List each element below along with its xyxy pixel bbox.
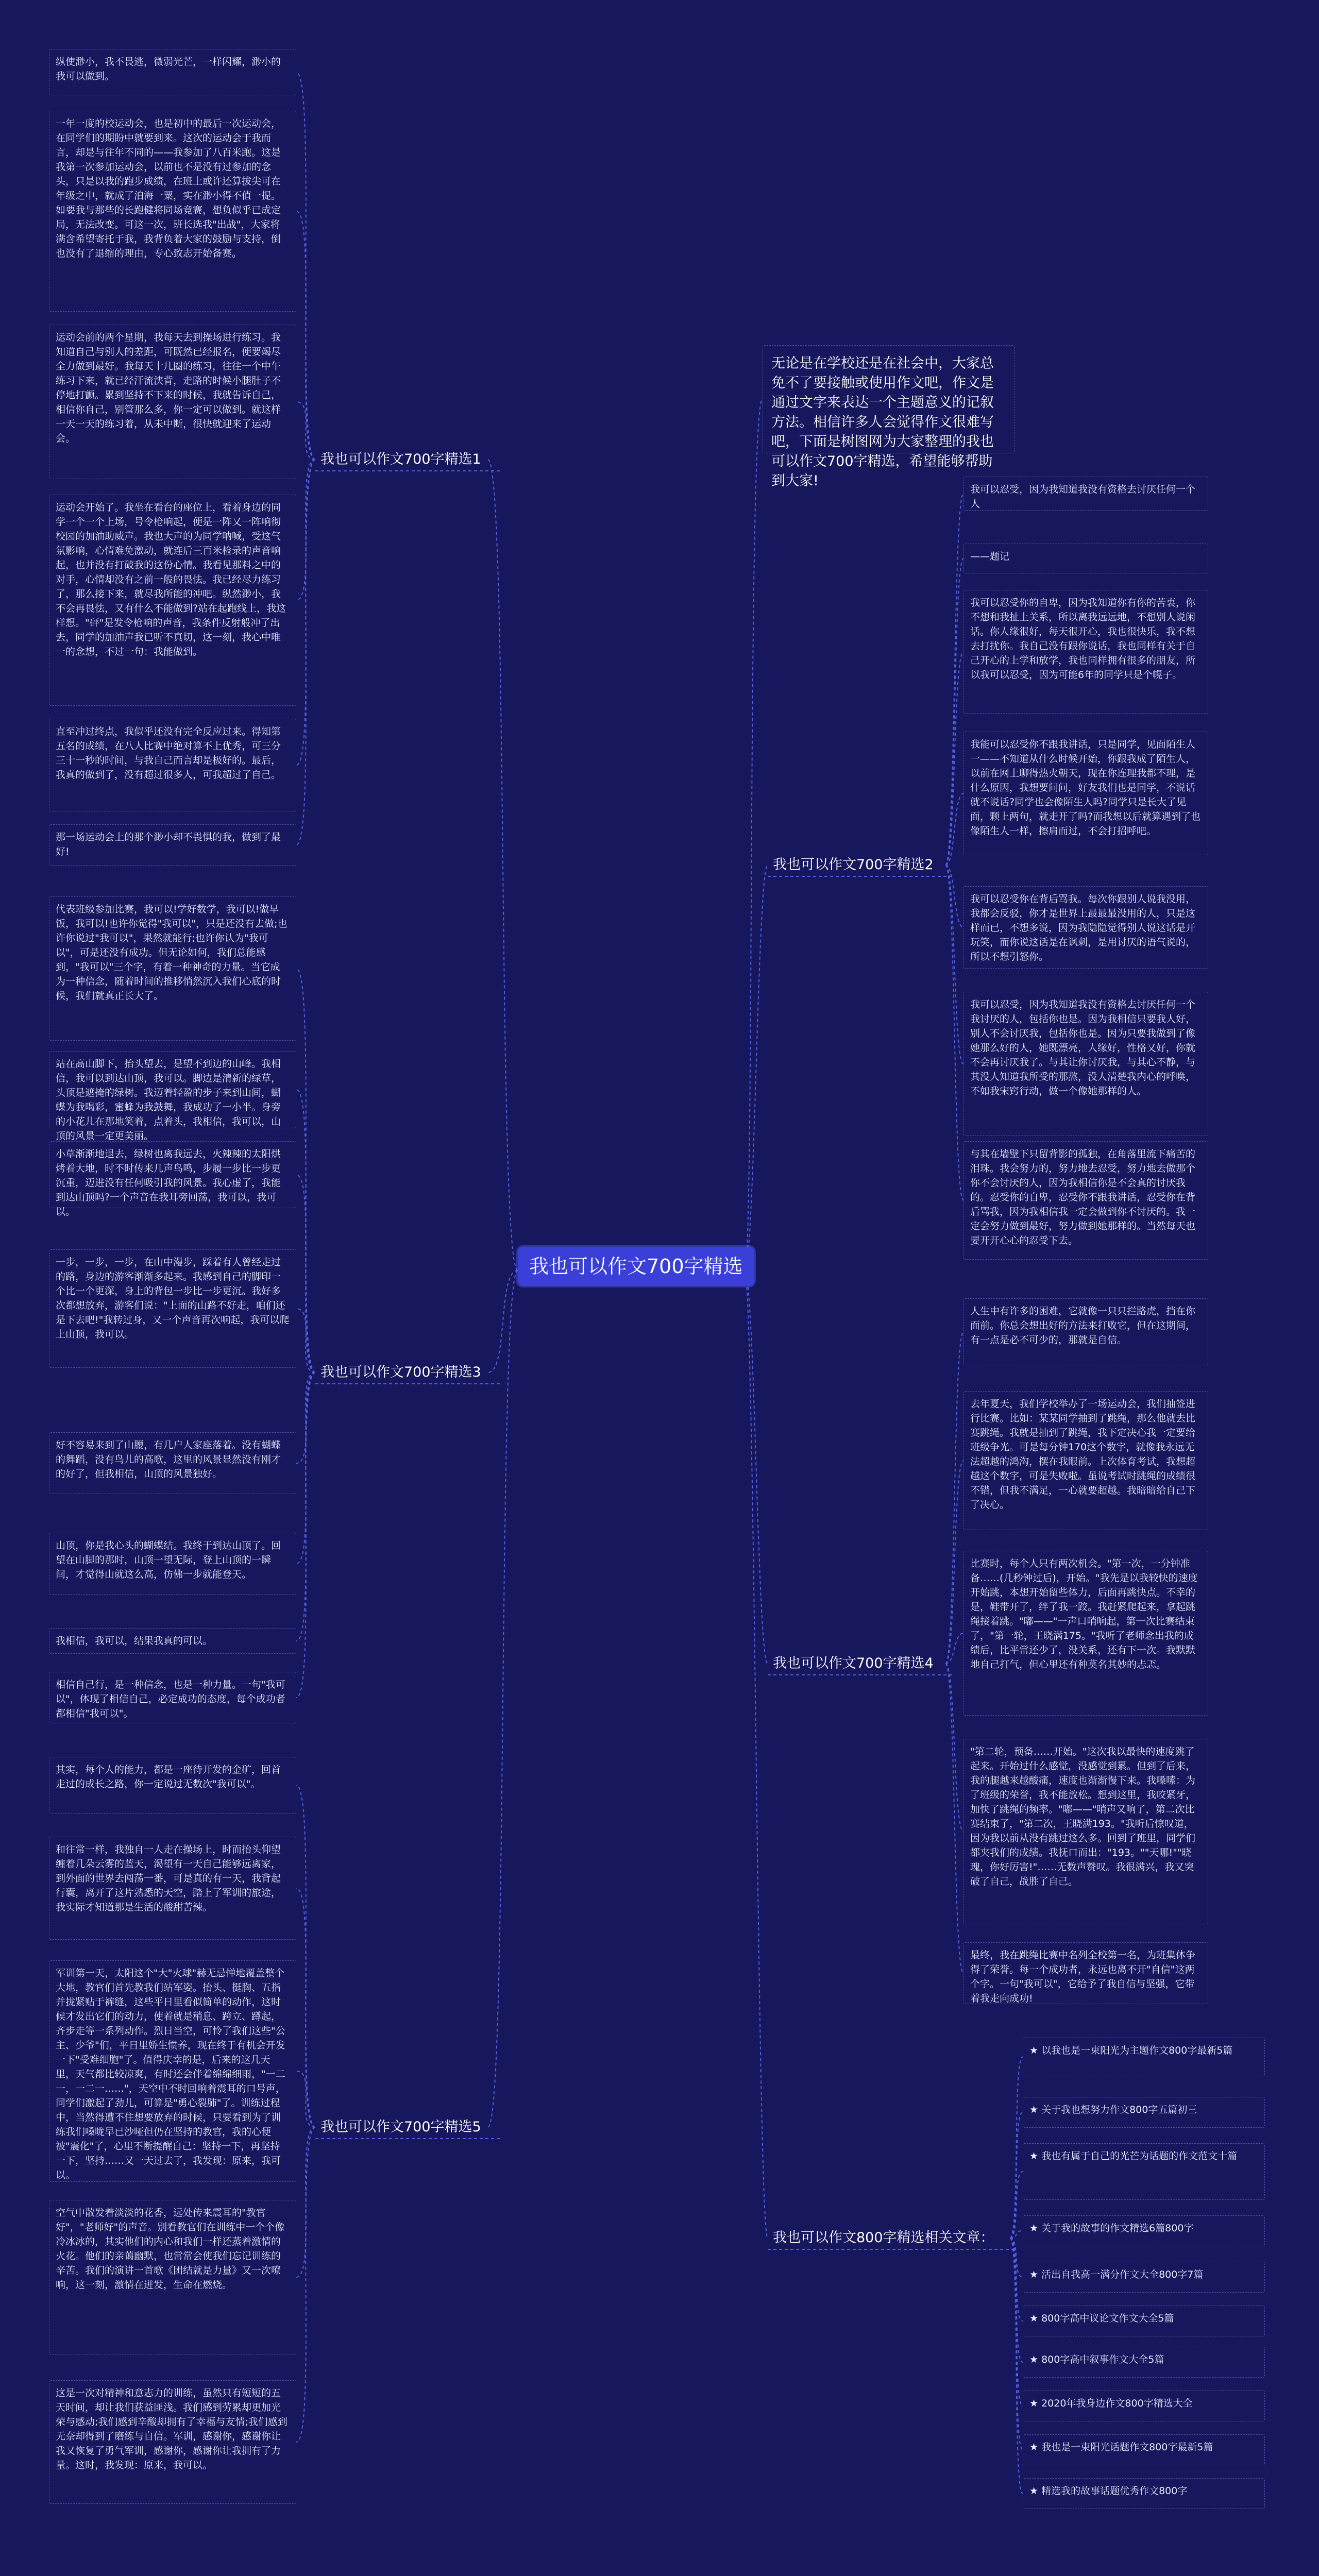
branch-2-item[interactable]: 站在高山脚下，抬头望去，是望不到边的山峰。我相信，我可以到达山顶，我可以。脚边是清新的绿草，头顶是遮掩的绿树。我迈着轻盈的步子来到山间，蝴蝶为我喝彩，蜜蜂为我鼓舞，我成功了一小半。身旁的小花儿在那地笑着，点着头，我相信，我可以，山顶的风景一定更美丽。 [49, 1051, 296, 1128]
branch-7-item[interactable]: ★ 以我也是一束阳光为主题作文800字最新5篇 [1023, 2038, 1265, 2076]
connector-line [296, 2127, 315, 2277]
connector-line [945, 494, 963, 865]
connector-line [296, 1175, 315, 1372]
connector-line [296, 1372, 315, 1641]
branch-7-item[interactable]: ★ 2020年我身边作文800字精选大全 [1023, 2391, 1265, 2421]
connector-line [1010, 2112, 1023, 2238]
branch-5-item[interactable]: 我能可以忍受你不跟我讲话，只是同学，见面陌生人一——不知道从什么时候开始，你跟我成了陌生人，以前在网上聊得热火朝天，现在你连理我都不理，是什么原因，我想要问问，好友我们也是同学，不说话就不说话?同学也会像陌生人吗?同学只是长大了见面，颗上两句，就走开了吗?而我想以后就算遇到了也像陌生人一样，擦肩而过，不会打招呼吧。 [963, 732, 1208, 855]
connector-line [296, 2071, 315, 2127]
connector-line [488, 1270, 518, 1372]
branch-1-item[interactable]: 那一场运动会上的那个渺小却不畏惧的我，做到了最好! [49, 824, 296, 866]
connector-line [296, 402, 315, 460]
connector-line [296, 1372, 315, 1564]
branch-3-item[interactable]: 军训第一天，太阳这个"大"火球"赫无忌惮地覆盖整个大地，教官们首先教我们站军姿。抬头、挺胸、五指并拢紧贴于裤缝，这些平日里看似简单的动作，这时候才发出它们的动力，使着就是稍息、跨立、蹲起，齐步走等一系列动作。烈日当空，可怜了我们这些"公主、少爷"们，平日里娇生惯养，现在终于有机会开发一下"受难细胞"了。值得庆幸的是，后来的这几天里，天气都比较凉爽，有时还会伴着绵绵细雨，"一二一，一二一……"，天空中不时回响着震耳的口号声，同学们激起了劲儿，可算是"勇心裂肺"了。训练过程中，当然得遭不住想要放弃的时候，只要看到为了训练我们嗓咙早已沙哑但仍在坚持的教官，我的心便被"震化"了，心里不断提醒自己：坚持一下，再坚持一下，坚持……又一天过去了，我发现：原来，我可以。 [49, 1960, 296, 2182]
connector-line [1010, 2238, 1023, 2362]
connector-line [1010, 2231, 1023, 2238]
connector-line [488, 1270, 518, 2127]
connector-line [945, 865, 963, 927]
branch-6-item[interactable]: 最终，我在跳绳比赛中名列全校第一名，为班集体争得了荣誉。每一个成功者，永远也离不开"自信"这两个字。一句"我可以"，它给予了我自信与坚强，它带着我走向成功! [963, 1942, 1208, 2004]
branch-5-item[interactable]: 我可以忍受你的自卑，因为我知道你有你的苦衷，你不想和我扯上关系，所以离我远远地，不想别人说闲话。你人缘很好，每天很开心，我也很快乐，我不想去打扰你。我自己没有跟你说话，我也同样有关于自己开心的上学和放学，我也同样拥有很多的朋友，所以我可以忍受，因为可能6年的同学只是个幌子。 [963, 590, 1208, 714]
branch-6-item[interactable]: "第二轮，预备……开始。"这次我以最快的速度跳了起来。开始过什么感觉，没感觉到累。但到了后来，我的腿越来越酸痛，速度也渐渐慢下来。我嗓嗦：为了班级的荣誉，我不能放松。想到这里，我咬紧牙，加快了跳绳的频率。"嘟——"哨声又响了，第二次比赛结束了，"第二次，王晓满193。"我听后惊叹道，因为我以前从没有跳过这么多。回到了班里，同学们都夹我们的成绩。我抚口而出："193。""天哪!""晓瑰，你好厉害!"……无数声赞叹。我很满兴，我又突破了自己，战胜了自己。 [963, 1739, 1208, 1924]
connector-line [945, 793, 963, 865]
subtopic-3[interactable]: 我也可以作文700字精选5 [320, 2119, 481, 2135]
branch-1-item[interactable]: 直至冲过终点，我似乎还没有完全反应过来。得知第五名的成绩，在八人比赛中绝对算不上优秀，可三分三十一秒的时间，与我自己而言却是极好的。最后，我真的做到了，没有超过很多人，可我超过了自己。 [49, 719, 296, 811]
branch-2-item[interactable]: 代表班级参加比赛，我可以!学好数学，我可以!做早饭，我可以!也许你觉得"我可以"，只是还没有去做;也许你说过"我可以"，果然就能行;也许你认为"我可以"，可是还没有成功。但无论如何，我们总能感到，"我可以"三个字，有着一种神奇的力量。当它成为一种信念，随着时间的推移悄然沉入我们心底的时候，我们就真正长大了。 [49, 896, 296, 1041]
connector-line [745, 865, 768, 1270]
subtopic-1[interactable]: 我也可以作文700字精选1 [320, 451, 481, 467]
branch-1-item[interactable]: 一年一度的校运动会，也是初中的最后一次运动会，在同学们的期盼中就要到来。这次的运动会于我而言，却是与往年不同的——我参加了八百米跑。这是我第一次参加运动会，以前也不是没有过参加的念头，只是以我的跑步成绩，在班上或许还算拔尖可在年级之中，就成了泊海一粟，实在渺小得不值一提。如要我与那些的长跑健将同场竞赛，想负似乎已成定局，无法改变。可这一次，班长选我"出战"，大家将满含希望寄托于我，我背负着大家的鼓励与支持，倒也没有了退缩的理由，专心致志开始备赛。 [49, 111, 296, 312]
connector-line [945, 1461, 963, 1664]
connector-line [296, 1090, 315, 1372]
branch-2-item[interactable]: 一步，一步，一步，在山中漫步，踩着有人曾经走过的路，身边的游客渐渐多起来。我感到自己的脚印一个比一个更深，身上的背包一步比一步更沉。我好多次都想放弃，游客们说："上面的山路不好走，咱们还是下去吧!"我转过身，又一个声音再次响起，我可以爬上山顶，我可以。 [49, 1249, 296, 1368]
branch-1-item[interactable]: 纵使渺小，我不畏逃，微弱光芒，一样闪耀，渺小的我可以做到。 [49, 49, 296, 95]
connector-line [296, 460, 315, 845]
connector-line [1010, 2057, 1023, 2239]
connector-line [296, 2127, 315, 2442]
connector-line [296, 1372, 315, 1698]
connector-line [945, 1664, 963, 1832]
connector-line [296, 1309, 315, 1372]
branch-6-item[interactable]: 比赛时，每个人只有两次机会。"第一次，一分钟准备……(几秒钟过后)，开始。"我先是以我较快的速度开始跳，本想开始留些体力，后面再跳快点。不幸的是，鞋带开了，绊了我一跤。我赶紧爬起来，拿起跳绳接着跳。"嘟——"一声口哨响起，第一次比赛结束了，"第一轮，王晓满175。"我听了老师念出我的成绩后，比平常还少了，没关系，还有下一次。我默默地自己打气，但心里还有种莫名其妙的忐忑。 [963, 1551, 1208, 1716]
branch-5-item[interactable]: 我可以忍受，因为我知道我没有资格去讨厌任何一个人 [963, 477, 1208, 511]
branch-6-item[interactable]: 人生中有许多的困难，它就像一只只拦路虎，挡在你面前。你总会想出好的方法来打败它，但在这期间，有一点是必不可少的，那就是自信。 [963, 1298, 1208, 1365]
branch-7-item[interactable]: ★ 我也是一束阳光话题作文800字最新5篇 [1023, 2434, 1265, 2465]
branch-6-item[interactable]: 去年夏天，我们学校举办了一场运动会，我们抽签进行比赛。比如：某某同学抽到了跳绳，那么他就去比赛跳绳。我就是抽到了跳绳，我下定决心我一定要给班级争光。可是每分钟170这个数字，就像我永远无法超越的鸿沟，摆在我眼前。上次体育考试，我想超越这个数字，可是失败啦。虽说考试时跳绳的成绩很不错，但我不满足，一心就要超越。我暗暗给自己下了决心。 [963, 1391, 1208, 1530]
branch-3-item[interactable]: 空气中散发着淡淡的花香，远处传来震耳的"教官好"，"老师好"的声音。别看教官们在训练中一个个像冷冰冰的，其实他们的内心和我们一样还蒸着激情的火花。他们的亲蔼幽默，也常常会使我们忘记训练的辛苦。我们的演讲一首歌《团结就是力量》又一次嘹响，这一刻，激情在迸发，生命在燃烧。 [49, 2200, 296, 2354]
branch-3-item[interactable]: 这是一次对精神和意志力的训练，虽然只有短短的五天时间，却让我们获益匪浅。我们感到劳累却更加光荣与感动;我们感到辛酸却拥有了幸福与友情;我们感到无奈却得到了磨练与自信。军训，感谢你，感谢你让我又恢复了勇气军训，感谢你，感谢你让我拥有了力量。这时，我发现：原来，我可以。 [49, 2380, 296, 2504]
branch-7-item[interactable]: ★ 活出自我高一满分作文大全800字7篇 [1023, 2262, 1265, 2293]
branch-5-item[interactable]: ——题记 [963, 544, 1208, 573]
branch-7-item[interactable]: ★ 精选我的故事话题优秀作文800字 [1023, 2478, 1265, 2509]
connector-line [745, 399, 763, 1270]
connector-line [296, 211, 315, 460]
connector-line [745, 1270, 768, 2238]
branch-2-item[interactable]: 我相信，我可以，结果我真的可以。 [49, 1628, 296, 1654]
branch-2-item[interactable]: 相信自己行，是一种信念，也是一种力量。一句"我可以"，体现了相信自己，必定成功的态度，每个成功者都相信"我可以"。 [49, 1672, 296, 1723]
branch-7-item[interactable]: ★ 800字高中叙事作文大全5篇 [1023, 2347, 1265, 2378]
branch-3-item[interactable]: 和往常一样，我独自一人走在操场上，时而抬头仰望缠着几朵云雾的蓝天，渴望有一天自己能够远离家，到外面的世界去闯荡一番，可是真的有一天，我背起行囊，离开了这片熟悉的天空，踏上了军训的旅途，我实际才知道那是生活的酸甜苦辣。 [49, 1837, 296, 1940]
connector-line [1010, 2238, 1023, 2450]
branch-1-item[interactable]: 运动会前的两个星期，我每天去到操场进行练习。我知道自己与别人的差距，可既然已经报名，便要竭尽全力做到最好。我每天十几圈的练习，往往一个中午练习下来，就已经汗流浃背，走路的时候小腿肚子不停地打颤。累到坚持不下来的时候，我就告诉自己，相信你自己，别管那么多，你一定可以做到。就这样一天一天的练习着，从未中断，很快就迎来了运动会。 [49, 325, 296, 479]
branch-5-item[interactable]: 与其在墙壁下只留背影的孤独，在角落里流下痛苦的泪珠。我会努力的，努力地去忍受，努力地去做那个你不会讨厌的人，因为我相信你是不会真的讨厌我的。忍受你的自卑，忍受你不跟我讲话，忍受你在背后骂我，因为我相信我一定会做到你不讨厌的。我一定会努力做到最好，努力做到她那样的。当然每天也要开开心心的忍受下去。 [963, 1141, 1208, 1260]
branch-5-item[interactable]: 我可以忍受你在背后骂我。每次你跟别人说我没用，我都会反驳，你才是世界上最最最没用的人，只是这样而已，不想多说，因为我隐隐觉得别人说这话是开玩笑，而你说这话是在讽刺，是用讨厌的语气说的，所以不想引怒你。 [963, 886, 1208, 969]
connector-line [1010, 2238, 1023, 2321]
branch-2-item[interactable]: 小草渐渐地退去，绿树也离我远去，火辣辣的太阳烘烤着大地，时不时传来几声鸟鸣，步履一步比一步更沉重，迈进没有任何吸引我的风景。我心虚了，我能到达山顶吗?一个声音在我耳旁回荡，我可以，我可以。 [49, 1141, 296, 1208]
root-topic[interactable]: 我也可以作文700字精选 [518, 1247, 754, 1286]
connector-line [296, 72, 315, 460]
connector-line [296, 969, 315, 1372]
connector-line [945, 1664, 963, 1973]
connector-line [945, 1633, 963, 1664]
intro-text[interactable]: 无论是在学校还是在社会中，大家总免不了要接触或使用作文吧，作文是通过文字来表达一个主题意义的记叙方法。相信许多人会觉得作文很难写吧，下面是树图网为大家整理的我也可以作文700字精选，希望能够帮助到大家! [763, 345, 1015, 453]
subtopic-5[interactable]: 我也可以作文700字精选2 [773, 857, 934, 873]
branch-3-item[interactable]: 其实，每个人的能力，都是一座待开发的金矿，回首走过的成长之路，你一定说过无数次"我可以"。 [49, 1757, 296, 1814]
connector-line [1010, 2238, 1023, 2277]
branch-1-item[interactable]: 运动会开始了。我坐在看台的座位上，看着身边的同学一个一个上场，号令枪响起，便是一阵又一阵响彻校园的加油助威声。我也大声的为同学呐喊，受这气氛影响，心情难免激动，就连后三百米检录的声音响起，也并没有打破我的这份心情。我看见那料之中的对手，心情却没有之前一般的畏怯。我已经尽力练习了，那么接下来，就尽我所能的冲吧。纵然渺小，我不会再畏怯，又有什么不能做到?站在起跑线上，我这样想。"砰"是发令枪响的声音，我条件反射般冲了出去，同学的加油声我已听不真切，这一刻，我心中唯一的念想，不过一句：我能做到。 [49, 495, 296, 706]
connector-line [296, 1785, 315, 2127]
connector-line [296, 460, 315, 600]
branch-7-item[interactable]: ★ 关于我也想努力作文800字五篇初三 [1023, 2097, 1265, 2128]
connector-line [488, 460, 518, 1270]
connector-line [296, 460, 315, 765]
branch-7-item[interactable]: ★ 800字高中议论文作文大全5篇 [1023, 2306, 1265, 2336]
connector-line [1010, 2238, 1023, 2494]
branch-2-item[interactable]: 山顶，你是我心头的蝴蝶结。我终于到达山顶了。回望在山脚的那时，山顶一望无际，登上山顶的一瞬间，才觉得山就这么高，仿佛一步就能登天。 [49, 1533, 296, 1595]
connector-line [945, 558, 963, 865]
branch-5-item[interactable]: 我可以忍受，因为我知道我没有资格去讨厌任何一个我讨厌的人，包括你也是。因为我相信只要我人好，别人不会讨厌我，包括你也是。因为只要我做到了像她那么好的人，她既漂亮，人缘好，性格又好，你就不会再讨厌我了。与其让你讨厌我，与其心不静，与其没人知道我所受的那熬，没人清楚我内心的呼唤，不如我宋窍行动，做一个像她那样的人。 [963, 992, 1208, 1136]
subtopic-7[interactable]: 我也可以作文800字精选相关文章： [773, 2230, 994, 2246]
branch-7-item[interactable]: ★ 我也有属于自己的光芒为话题的作文范文十篇 [1023, 2143, 1265, 2200]
connector-line [945, 865, 963, 1200]
subtopic-6[interactable]: 我也可以作文700字精选4 [773, 1655, 934, 1671]
connector-line [1010, 2172, 1023, 2238]
connector-line [1010, 2238, 1023, 2406]
connector-line [296, 1372, 315, 1463]
connector-line [945, 652, 963, 865]
connector-line [945, 1332, 963, 1664]
connector-line [745, 1270, 768, 1664]
branch-2-item[interactable]: 好不容易来到了山腰，有几户人家座落着。没有蝴蝶的舞蹈，没有鸟儿的高歌，这里的风景显然没有刚才的好了，但我相信，山顶的风景独好。 [49, 1432, 296, 1494]
branch-7-item[interactable]: ★ 关于我的故事的作文精选6篇800字 [1023, 2215, 1265, 2246]
connector-line [296, 1888, 315, 2127]
subtopic-2[interactable]: 我也可以作文700字精选3 [320, 1364, 481, 1380]
connector-line [945, 865, 963, 1064]
